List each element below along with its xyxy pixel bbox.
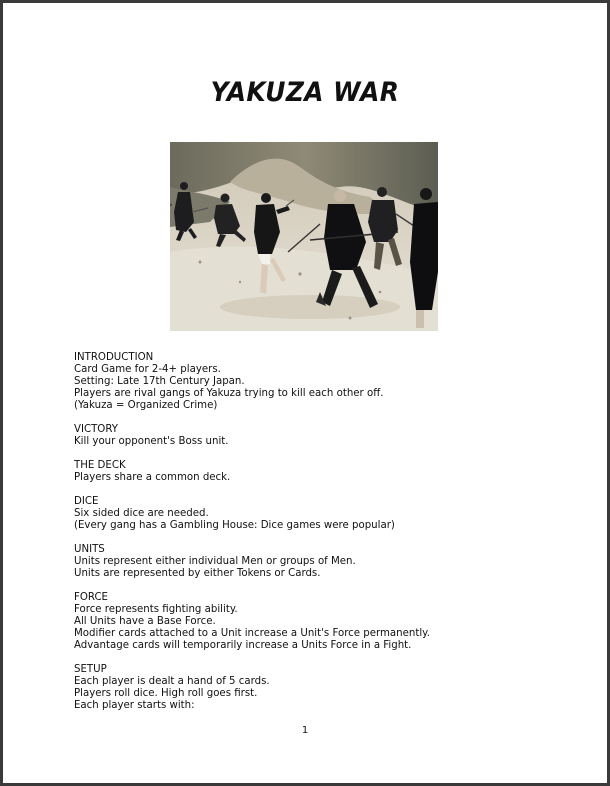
section-line: (Every gang has a Gambling House: Dice games were popular): [74, 520, 395, 531]
section-heading: THE DECK: [74, 460, 126, 471]
section-line: Force represents fighting ability.: [74, 604, 238, 615]
page-number: 1: [301, 725, 309, 736]
section-units: [74, 544, 554, 580]
section-heading: FORCE: [74, 592, 108, 603]
section-heading: INTRODUCTION: [74, 352, 154, 363]
section-dice: [74, 496, 554, 532]
section-line: Players are rival gangs of Yakuza trying to kill each other off.: [74, 388, 384, 399]
section-setup: [74, 664, 554, 712]
section-introduction: [74, 352, 554, 412]
section-line: Setting: Late 17th Century Japan.: [74, 376, 245, 387]
section-heading: SETUP: [74, 664, 107, 675]
section-line: Each player is dealt a hand of 5 cards.: [74, 676, 270, 687]
section-line: (Yakuza = Organized Crime): [74, 400, 218, 411]
section-line: Units are represented by either Tokens or Cards.: [74, 568, 321, 579]
section-line: Modifier cards attached to a Unit increase a Unit's Force permanently.: [74, 628, 430, 639]
section-line: Six sided dice are needed.: [74, 508, 209, 519]
section-victory: [74, 424, 554, 448]
section-the-deck: [74, 460, 554, 484]
section-line: Kill your opponent's Boss unit.: [74, 436, 229, 447]
page-title: YAKUZA WAR: [210, 77, 400, 108]
section-force: [74, 592, 554, 652]
section-line: Each player starts with:: [74, 700, 195, 711]
samurai-fight-photo: [170, 142, 438, 331]
section-line: Players share a common deck.: [74, 472, 231, 483]
section-line: Card Game for 2-4+ players.: [74, 364, 221, 375]
section-line: Units represent either individual Men or groups of Men.: [74, 556, 356, 567]
section-heading: VICTORY: [74, 424, 118, 435]
section-line: All Units have a Base Force.: [74, 616, 216, 627]
rules-body: [74, 352, 554, 724]
section-line: Advantage cards will temporarily increase a Units Force in a Fight.: [74, 640, 412, 651]
section-line: Players roll dice. High roll goes first.: [74, 688, 258, 699]
section-heading: UNITS: [74, 544, 105, 555]
section-heading: DICE: [74, 496, 99, 507]
